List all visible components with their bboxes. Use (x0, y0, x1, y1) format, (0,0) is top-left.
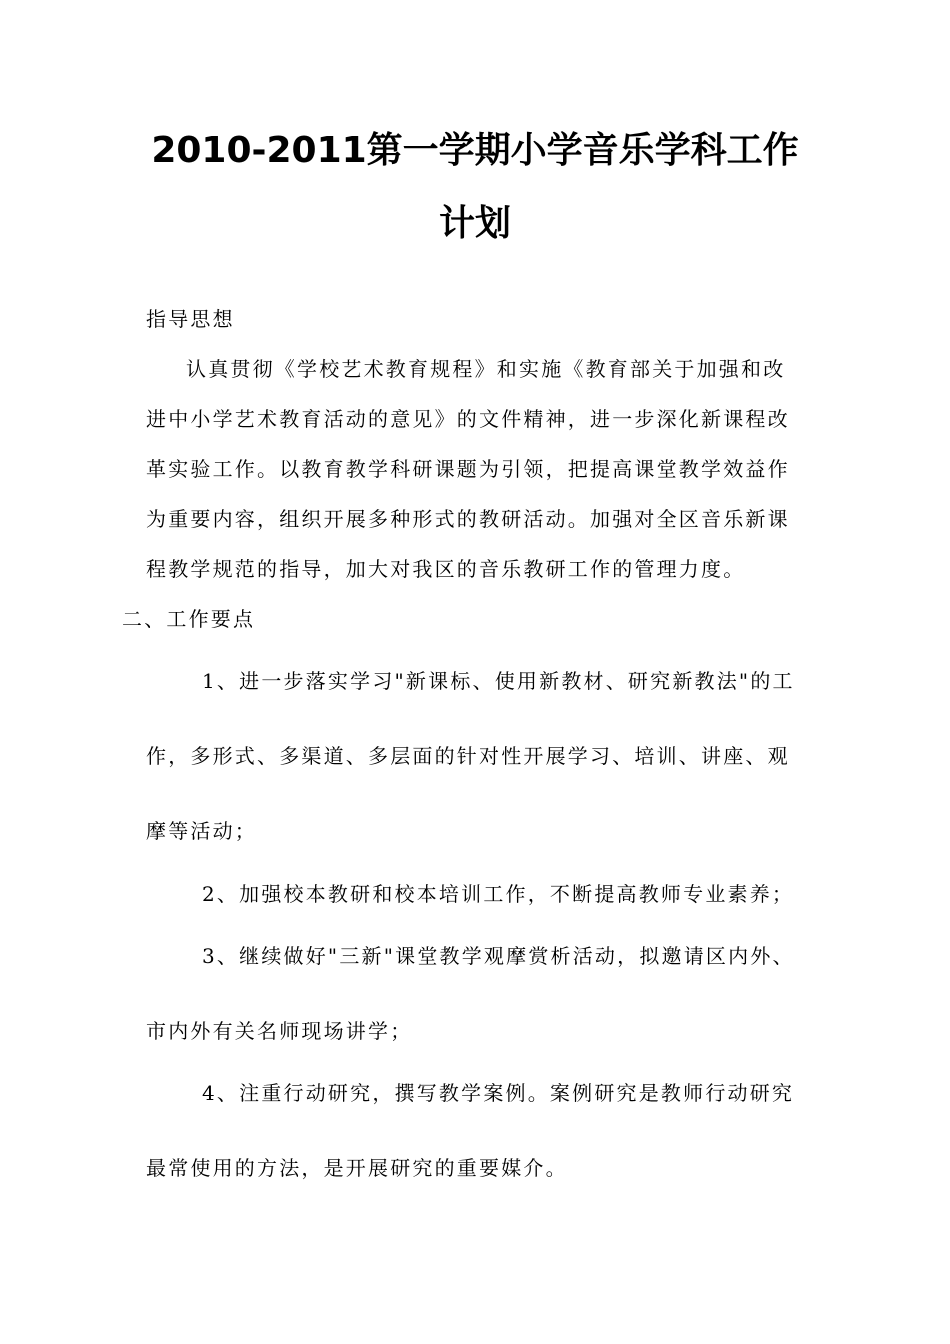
paragraph-line: 革实验工作。以教育教学科研课题为引领，把提高课堂教学效益作 (146, 457, 790, 481)
list-item-4-line: 4、注重行动研究，撰写教学案例。案例研究是教师行动研究 (202, 1081, 795, 1105)
list-item-1-line: 1、进一步落实学习"新课标、使用新教材、研究新教法"的工 (202, 669, 795, 693)
section-heading-work-points: 二、工作要点 (122, 607, 256, 631)
document-title-line-2: 计划 (438, 203, 511, 244)
paragraph-line: 进中小学艺术教育活动的意见》的文件精神，进一步深化新课程改 (146, 407, 790, 431)
paragraph-line: 程教学规范的指导，加大对我区的音乐教研工作的管理力度。 (146, 557, 746, 581)
document-title-line-1: 2010-2011第一学期小学音乐学科工作 (151, 130, 799, 171)
section-heading-guiding-ideology: 指导思想 (146, 307, 235, 331)
list-item-1-line: 摩等活动； (146, 819, 257, 843)
list-item-1-line: 作，多形式、多渠道、多层面的针对性开展学习、培训、讲座、观 (146, 744, 790, 768)
list-item-2-line: 2、加强校本教研和校本培训工作，不断提高教师专业素养； (202, 882, 795, 906)
list-item-3-line: 3、继续做好"三新"课堂教学观摩赏析活动，拟邀请区内外、 (202, 944, 795, 968)
list-item-4-line: 最常使用的方法，是开展研究的重要媒介。 (146, 1156, 568, 1180)
paragraph-line: 认真贯彻《学校艺术教育规程》和实施《教育部关于加强和改 (186, 357, 786, 381)
paragraph-line: 为重要内容，组织开展多种形式的教研活动。加强对全区音乐新课 (146, 507, 790, 531)
list-item-3-line: 市内外有关名师现场讲学； (146, 1019, 413, 1043)
